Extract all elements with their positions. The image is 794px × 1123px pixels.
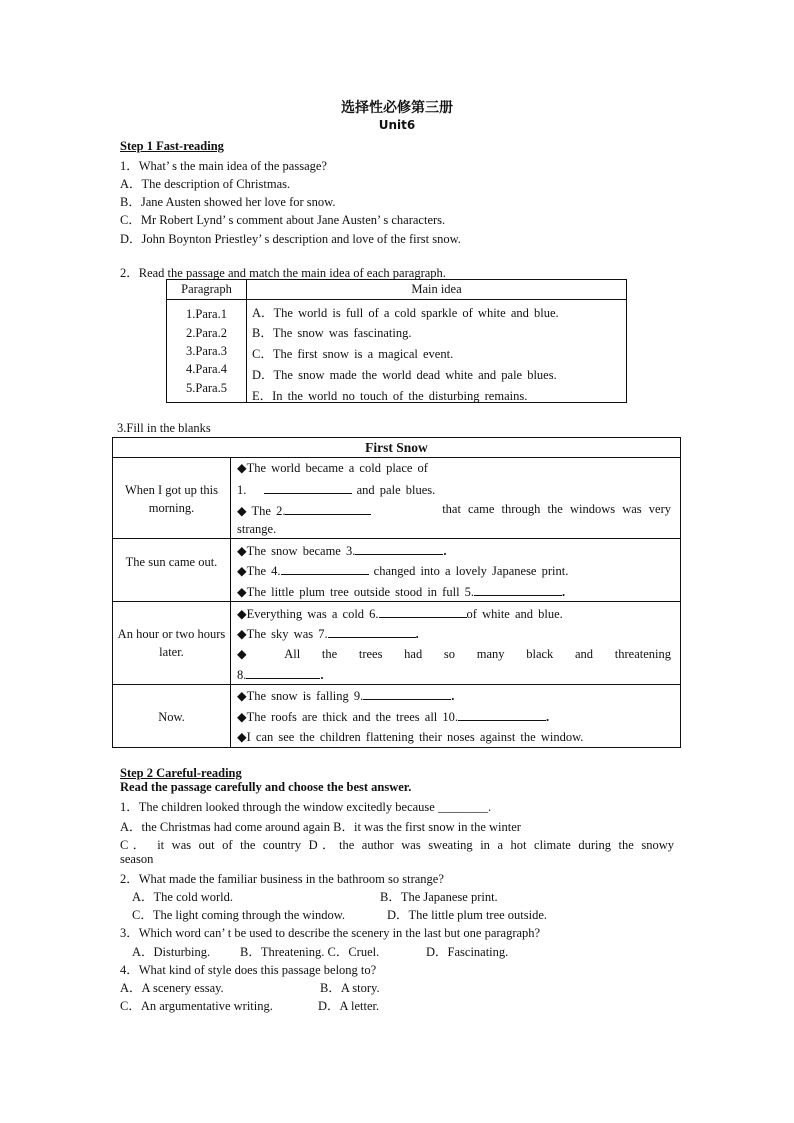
main-idea-column-header: Main idea (411, 282, 462, 296)
blank-4[interactable] (281, 562, 369, 575)
fill-text: that came through the windows was very (442, 502, 671, 516)
q1-option-d: D．John Boynton Priestley’ s description and love of the first snow. (120, 232, 461, 246)
fill-line-4 (237, 562, 568, 579)
fill-line: ◆I can see the children flattening their noses against the window. (237, 730, 584, 744)
row-divider (113, 457, 680, 458)
fill-line-2 (237, 502, 671, 519)
blank-2[interactable] (285, 502, 371, 515)
fill-text: ◆ All the trees had so many black and threatening (237, 647, 671, 661)
s2-q1: 1．The children looked through the window excitedly because ________. (120, 800, 492, 814)
s2-q3: 3．Which word can’ t be used to describe the scenery in the last but one paragraph? (120, 926, 541, 940)
s2-q3-d: D．Fascinating. (426, 945, 509, 959)
fill-line-8: 8. . (237, 668, 324, 682)
fill-text: ◆The roofs are thick and the trees all 10. (237, 710, 459, 724)
s2-q2-b: B．The Japanese print. (380, 890, 498, 904)
fill-text: ◆The snow became 3. (237, 544, 356, 558)
fill-line (237, 646, 671, 662)
paragraph-column-header: Paragraph (181, 282, 232, 296)
q1-option-b: B．Jane Austen showed her love for snow. (120, 195, 336, 209)
main-idea-option: D．The snow made the world dead white and pale blues. (252, 368, 557, 382)
fill-text: changed into a lovely Japanese print. (373, 564, 569, 578)
fill-text: of white and blue. (466, 607, 563, 621)
fill-line-10: ◆The roofs are thick and the trees all 10. . (237, 710, 550, 724)
q3-label: 3.Fill in the blanks (117, 421, 211, 435)
fill-text: and pale blues. (356, 483, 436, 497)
fill-text: ◆ The 2. (237, 504, 286, 518)
main-idea-option: A．The world is full of a cold sparkle of white and blue. (252, 306, 559, 320)
row-divider (113, 601, 680, 602)
para-label: 3.Para.3 (186, 344, 227, 358)
time-cell-morning: When I got up this morning. (124, 483, 219, 515)
time-cell-later: An hour or two hours later. (117, 627, 226, 659)
fill-line-6 (237, 605, 563, 622)
para-label: 5.Para.5 (186, 381, 227, 395)
s2-q2-d: D．The little plum tree outside. (387, 908, 548, 922)
column-divider (230, 457, 231, 748)
fill-line-5: ◆The little plum tree outside stood in full 5. . (237, 585, 566, 599)
para-label: 4.Para.4 (186, 362, 227, 376)
s2-q3-bc: B．Threatening. C．Cruel. (240, 945, 380, 959)
blank-5[interactable] (474, 583, 562, 596)
s2-q1-ab: A．the Christmas had come around again B．it was the first snow in the winter (120, 820, 521, 834)
s2-q1-cont: season (120, 852, 154, 866)
q1-option-a: A．The description of Christmas. (120, 177, 291, 191)
step2-heading: Step 2 Careful-reading (120, 766, 242, 780)
main-idea-option: E．In the world no touch of the disturbing remains. (252, 389, 528, 403)
s2-q4-b: B．A story. (320, 981, 380, 995)
q1-question: 1．What’ s the main idea of the passage? (120, 159, 327, 173)
row-divider (113, 684, 680, 685)
q1-option-c: C．Mr Robert Lynd’ s comment about Jane Austen’ s characters. (120, 213, 446, 227)
fill-text: ◆The little plum tree outside stood in full 5. (237, 585, 475, 599)
blank-10[interactable] (458, 708, 546, 721)
s2-q4-a: A．A scenery essay. (120, 981, 224, 995)
step2-instruction: Read the passage carefully and choose the best answer. (120, 780, 412, 794)
fill-line-9: ◆The snow is falling 9. . (237, 689, 455, 703)
para-label: 2.Para.2 (186, 326, 227, 340)
fill-line: ◆The world became a cold place of (237, 461, 428, 475)
s2-q1-cd-text: C． it was out of the country D．the author was sweating in a hot climate during the snowy (120, 838, 674, 852)
time-cell-sun: The sun came out. (125, 555, 218, 569)
row-divider (113, 538, 680, 539)
fill-text: 8. (237, 668, 247, 682)
blank-7[interactable] (328, 625, 416, 638)
fill-line-1 (237, 481, 435, 498)
main-idea-option: C．The first snow is a magical event. (252, 347, 454, 361)
fill-text: ◆Everything was a cold 6. (237, 607, 379, 621)
unit-label: Unit6 (378, 118, 416, 132)
fill-text: ◆The 4. (237, 564, 281, 578)
s2-q2-c: C．The light coming through the window. (132, 908, 346, 922)
match-table (166, 279, 627, 403)
main-idea-option: B．The snow was fascinating. (252, 326, 412, 340)
match-table-divider (246, 280, 247, 402)
s2-q2: 2．What made the familiar business in the bathroom so strange? (120, 872, 444, 886)
blank-1[interactable] (264, 481, 352, 494)
time-cell-now: Now. (158, 710, 185, 724)
blank-3[interactable] (355, 542, 443, 555)
s2-q4: 4．What kind of style does this passage belong to? (120, 963, 377, 977)
fill-blanks-table (112, 437, 681, 748)
blank-9[interactable] (363, 687, 451, 700)
s2-q3-a: A．Disturbing. (132, 945, 211, 959)
page-title: 选择性必修第三册 (341, 100, 453, 116)
s2-q2-a: A．The cold world. (132, 890, 234, 904)
s2-q1-cd (120, 835, 674, 853)
q2-question: 2．Read the passage and match the main idea of each paragraph. (120, 266, 446, 280)
blank-8[interactable] (246, 666, 320, 679)
fill-text: ◆The snow is falling 9. (237, 689, 364, 703)
fill-table-title: First Snow (365, 440, 428, 455)
s2-q4-c: C．An argumentative writing. (120, 999, 273, 1013)
step1-heading: Step 1 Fast-reading (120, 139, 224, 153)
fill-line-3: ◆The snow became 3. . (237, 544, 447, 558)
fill-line: strange. (237, 522, 277, 536)
para-label: 1.Para.1 (186, 307, 227, 321)
blank-6[interactable] (379, 605, 467, 618)
fill-text: ◆The sky was 7. (237, 627, 328, 641)
blank-number: 1. (237, 483, 247, 497)
s2-q4-d: D．A letter. (318, 999, 380, 1013)
fill-line-7: ◆The sky was 7. . (237, 627, 419, 641)
